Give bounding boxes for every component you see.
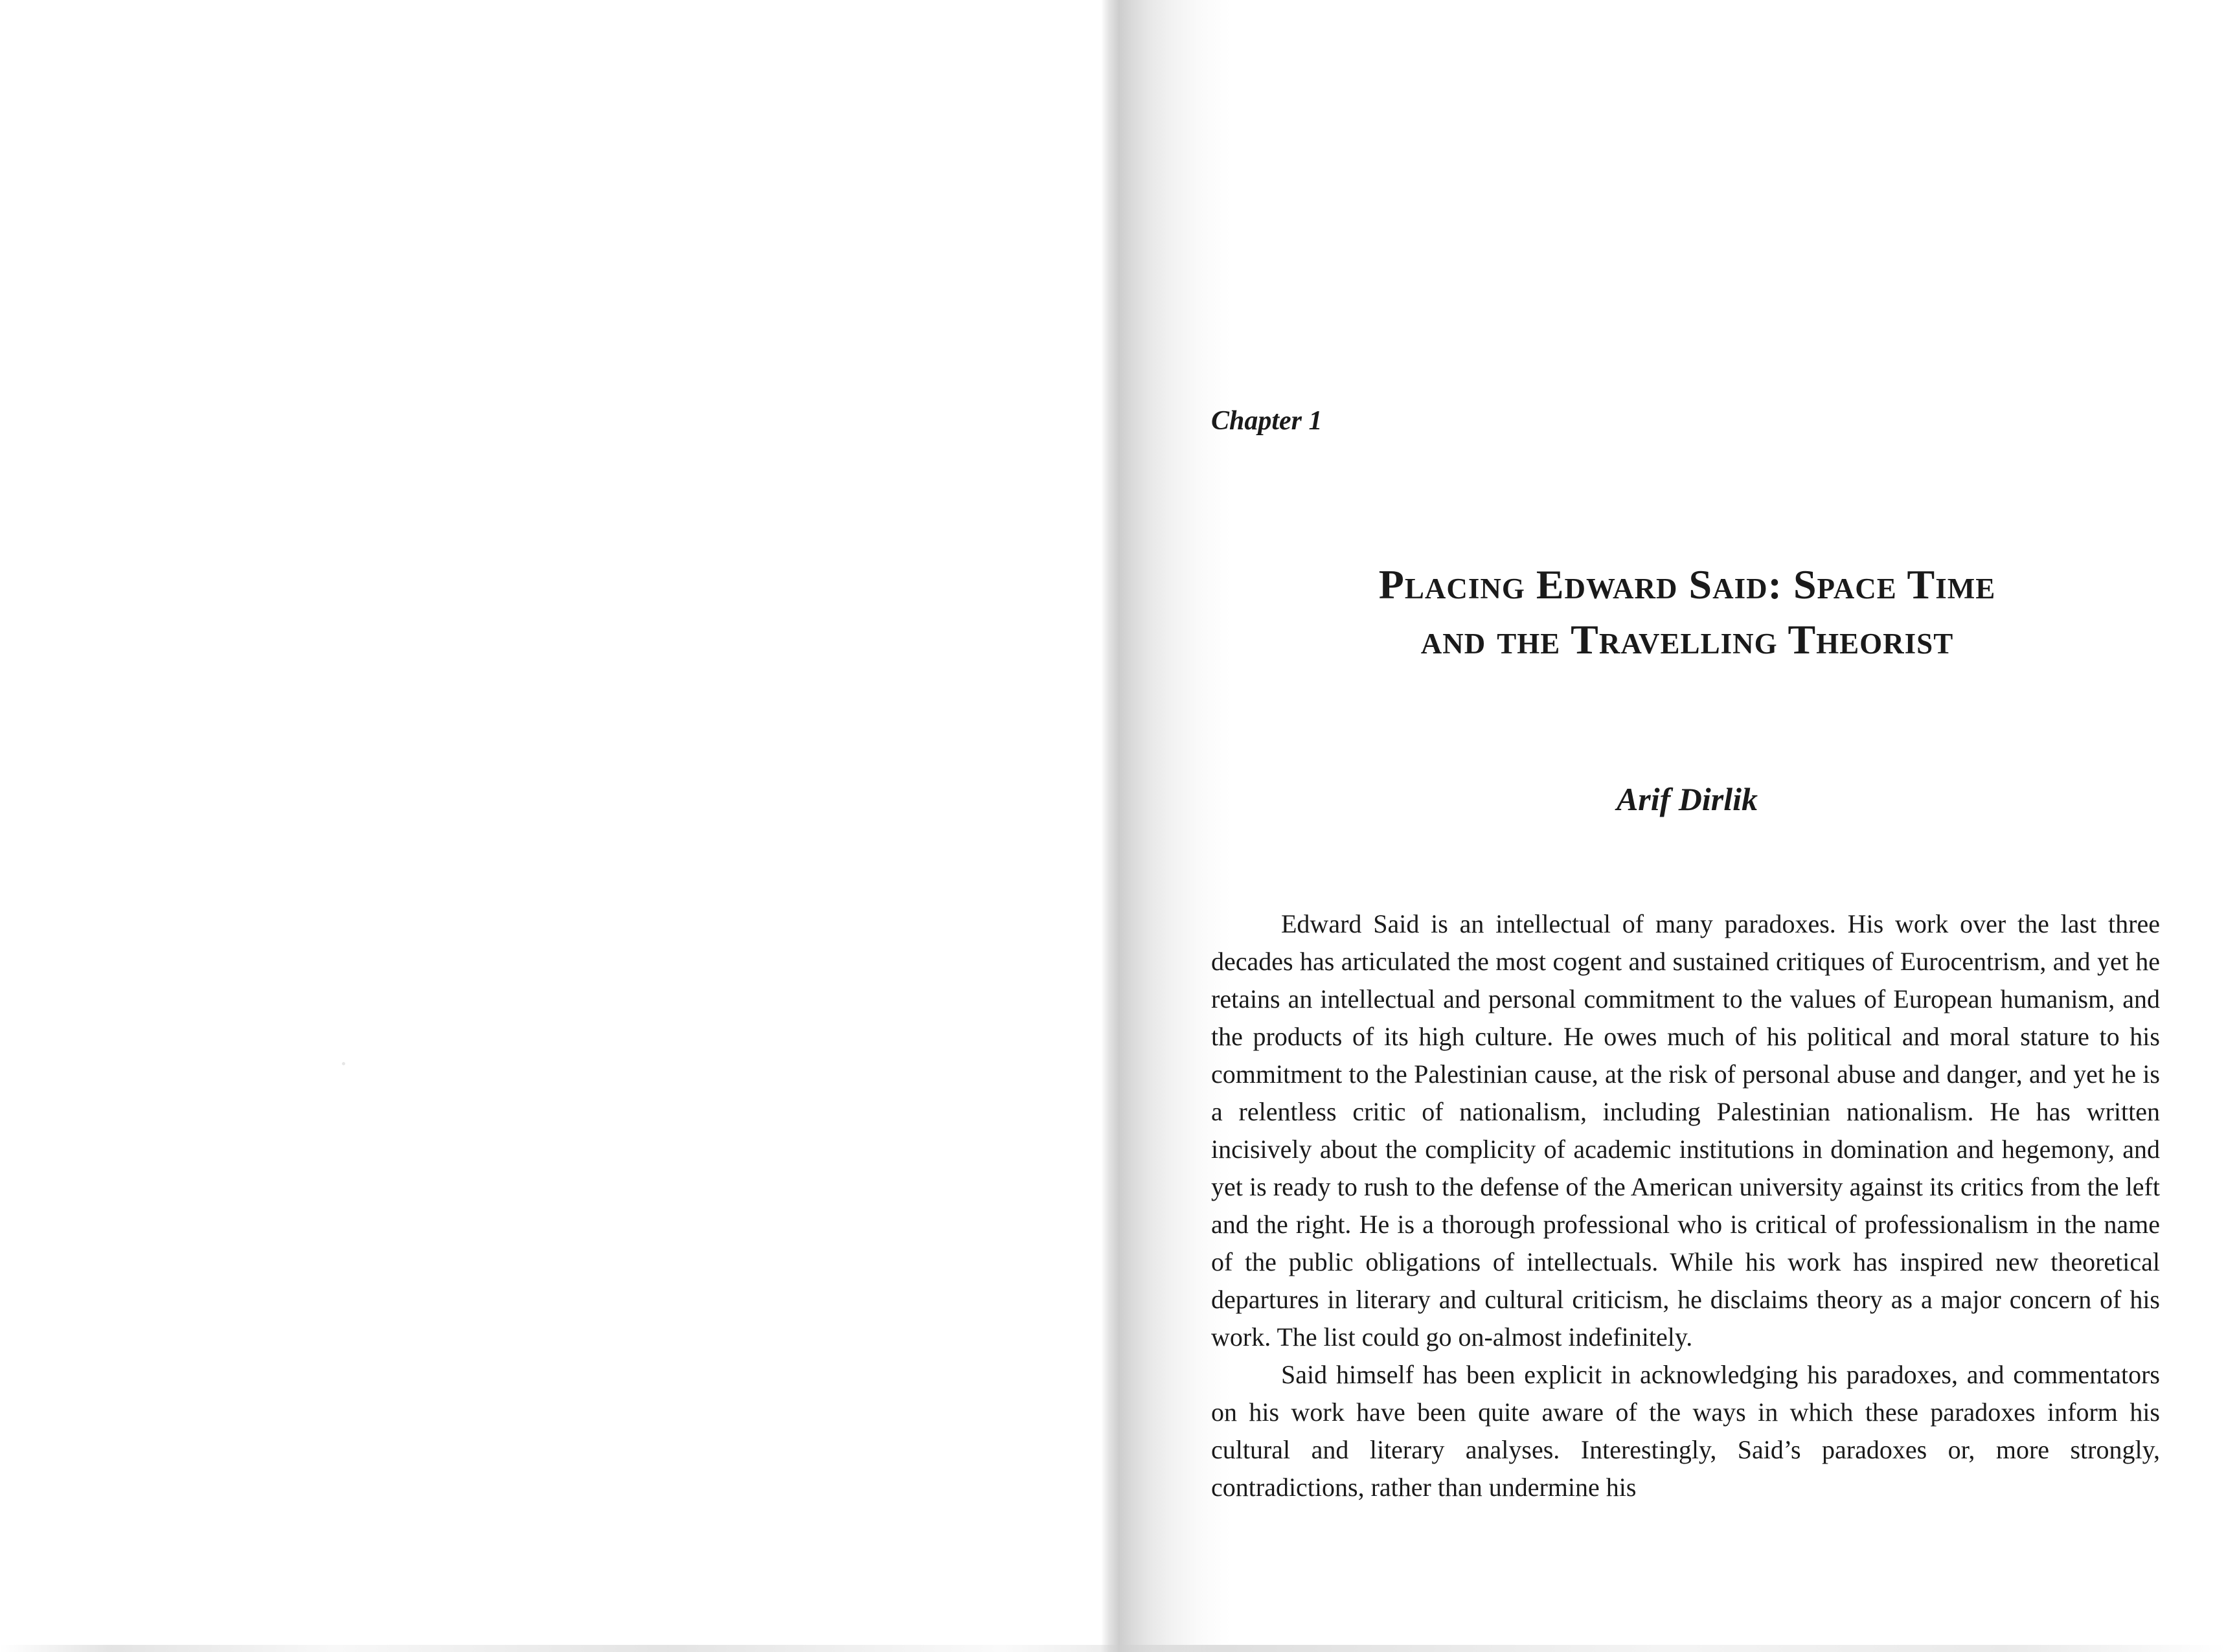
chapter-title — [1211, 557, 2163, 667]
scan-bottom-edge — [0, 1645, 2226, 1652]
scan-speck — [342, 1062, 345, 1065]
body-text — [1211, 905, 2160, 1506]
author-name: Arif Dirlik — [1616, 781, 1758, 817]
paragraph-1: Edward Said is an intellectual of many paradoxes. His work over the last three decades has articulated the most cogent and sustained critiques of Eurocentrism, and yet he retains an intellectual and personal commitment to the values of European humanism, and the products of its high culture. He owes much of his political and moral stature to his commitment to the Palestinian cause, at the risk of personal abuse and danger, and yet he is a relentless critic of nationalism, including Palestinian nationalism. He has written incisively about the complicity of academic institutions in domination and hegemony, and yet is ready to rush to the defense of the American university against its critics from the left and the right. He is a thorough professional who is critical of professionalism in the name of the public obligations of intellectuals. While his work has inspired new theoretical departures in literary and cultural criticism, he disclaims theory as a major concern of his work. The list could go on-almost indefinitely. — [1211, 909, 2160, 1352]
right-page — [1211, 0, 2163, 1652]
paragraph-2: Said himself has been explicit in acknowledging his paradoxes, and commentators on his work have been quite aware of the ways in which these paradoxes inform his cultural and literary analyses. Interestingly, Said’s paradoxes or, more strongly, contradictions, rather than undermine his — [1211, 1360, 2160, 1502]
chapter-title-line-1: Placing Edward Said: Space Time — [1378, 561, 1996, 607]
left-page-blank — [0, 0, 1101, 1652]
chapter-label: Chapter 1 — [1211, 406, 1323, 436]
chapter-title-line-2: and the Travelling Theorist — [1420, 617, 1954, 663]
